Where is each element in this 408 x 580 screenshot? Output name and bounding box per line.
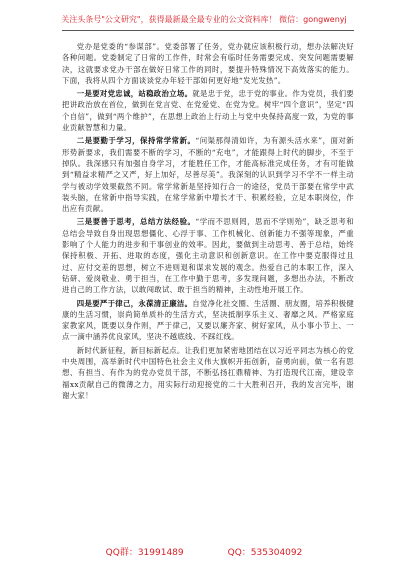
paragraph-text: “学而不思则罔，思而不学则殆”，缺乏思考和总结会导致自身出现思想僵化、心浮于事、工作机械化、创新能力不强等现象，严重影响了个人能力的进步和干事创业的效率。因此，要做到主动思考、善于总结，始终保持积极、开拓、进取的态度，强化主动意识和创新意识。在工作中要克服得过且过、应付交差的思想，树立不进则退和谋求发展的观念。热爱自己的本职工作，深入钻研、爱岗敬业、勇于担当，在工作中勤于思考，多发现问题，多想出办法，不断改进自己的工作方法，以敢闯敢试、敢于担当的精神，主动性地开展工作。 [62, 217, 354, 295]
paragraph-text: 新时代新征程，新目标新起点。让我们更加紧密地团结在以习近平同志为核心的党中央周围，高举新时代中国特色社会主义伟大旗帜开拓创新，奋勇向前，做一名有思想、有担当、有作为的党办党员干部，不断弘扬扛鼎精神、为打造现代江南，建设幸福xx贡献自己的微薄之力，用实际行动迎接党的二十大胜利召开，我的发言完毕，谢谢大家！ [62, 345, 354, 400]
point-two-paragraph [62, 135, 354, 214]
paragraph-heading: 一是要对党忠诚，站稳政治立场。 [76, 89, 193, 99]
paragraph-text: 就是忠于党，忠于党的事业。作为党员，我们要把讲政治放在首位，做到在党言党、在党爱党、在党为党。树牢“四个意识”，坚定“四个自信”，做到“两个维护”，在思想上政治上行动上与党中央保持高度一致，为党的事业贡献智慧和力量。 [62, 89, 354, 133]
paragraph-text: “问渠那得清如许，为有源头活水来”，面对新形势新要求，我们需要不断的学习，不断的“充电”，才能跟得上时代的脚步，不至于掉队。我深感只有加强自身学习，才能胜任工作，才能高标准完成任务，才有可能做到“精益求精严之又严，好上加好，尽善尽美”。我深刻的认识到学习不学不一样主动学与被动学效果截然不同。常学常新是坚持知行合一的途径，党员干部要在常学中武装头脑，在常新中指导实践，在常学常新中增长才干、积累经验，立足本职岗位，作出应有贡献。 [62, 136, 354, 214]
header-rule [62, 30, 354, 31]
point-one-paragraph [62, 88, 354, 133]
paragraph-heading: 三是要善于思考，总结方法经验。 [76, 217, 196, 227]
point-three-paragraph [62, 216, 354, 295]
speech-body [62, 41, 354, 403]
closing-paragraph [62, 345, 354, 401]
qq-number: QQ：535304092 [227, 548, 303, 558]
contact-footer [0, 545, 408, 558]
qq-group-number: QQ群：31991489 [105, 548, 184, 558]
intro-paragraph [62, 41, 354, 86]
paragraph-heading: 四是要严于律己，永葆清正廉洁。 [76, 298, 193, 308]
point-four-paragraph [62, 298, 354, 343]
paragraph-text: 自觉净化社交圈、生活圈、朋友圈，培养积极健康的生活习惯，崇尚简单质朴的生活方式，坚决抵制享乐主义、奢靡之风。严格家庭家教家风，既要以身作则，严于律己，又要以廉齐家、树好家风，从小事小节上、一点一滴中涵养优良家风，坚决不越底线、不踩红线。 [62, 298, 354, 342]
promo-header: 关注头条号"公文研究"，获得最新最全最专业的公文资料库！ 微信：gongwenyj [61, 15, 347, 24]
paragraph-heading: 二是要勤于学习，保持常学常新。 [76, 136, 196, 146]
paragraph-text: 党办是党委的“参谋部”。党委部署了任务，党办就应该积极行动，想办法解决好各种问题。党委制定了日常的工作件，时常会有临时任务需要完成、突发问题需要解决，这就要求党办干部在做好日常工作的同时，要提升特殊情况下高效落实的能力。下面，我将从四个方面谈谈党办年轻干部如何更好地“发光发热”。 [62, 42, 354, 85]
